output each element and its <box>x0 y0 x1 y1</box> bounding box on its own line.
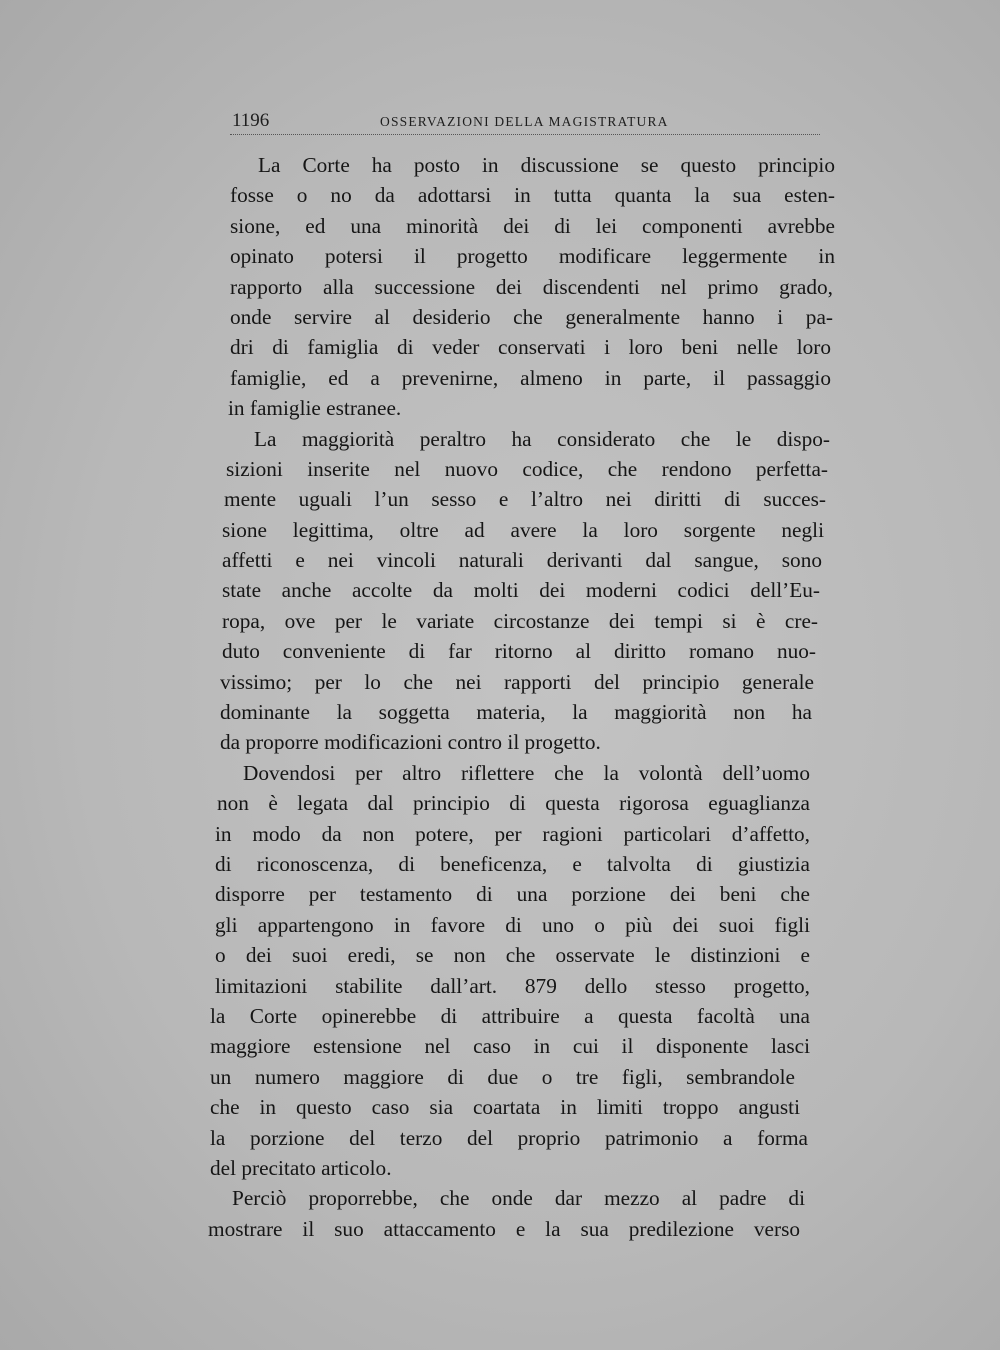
text-line: mente uguali l’un sesso e l’altro nei diritti di succes- <box>224 487 826 512</box>
text-line: Perciò proporrebbe, che onde dar mezzo al padre di <box>232 1186 805 1211</box>
text-line: la porzione del terzo del proprio patrimonio a forma <box>210 1125 808 1150</box>
text-line: la Corte opinerebbe di attribuire a questa facoltà una <box>210 1003 810 1028</box>
text-line: La Corte ha posto in discussione se questo principio <box>258 153 835 177</box>
text-line: che in questo caso sia coartata in limiti troppo angusti <box>210 1095 800 1120</box>
text-line: disporre per testamento di una porzione dei beni che <box>215 882 810 907</box>
text-line: fosse o no da adottarsi in tutta quanta la sua esten- <box>230 183 835 208</box>
text-line: in famiglie estranee. <box>228 396 402 421</box>
text-line: duto conveniente di far ritorno al diritto romano nuo- <box>222 639 816 664</box>
text-line: mostrare il suo attaccamento e la sua predilezione verso <box>208 1216 800 1241</box>
text-line: un numero maggiore di due o tre figli, sembrandole <box>210 1064 795 1089</box>
text-line: dri di famiglia di veder conservati i loro beni nelle loro <box>230 335 831 360</box>
text-line: onde servire al desiderio che generalmente hanno i pa- <box>230 304 833 329</box>
text-line: non è legata dal principio di questa rigorosa eguaglianza <box>217 791 810 816</box>
text-line: o dei suoi eredi, se non che osservate le distinzioni e <box>215 943 810 968</box>
text-line: maggiore estensione nel caso in cui il disponente lasci <box>210 1034 810 1059</box>
running-head: OSSERVAZIONI DELLA MAGISTRATURA <box>380 114 669 129</box>
text-line: limitazioni stabilite dall’art. 879 dello stesso progetto, <box>215 973 810 998</box>
body-text <box>200 150 840 1244</box>
text-line: da proporre modificazioni contro il progetto. <box>220 730 601 755</box>
text-line: affetti e nei vincoli naturali derivanti dal sangue, sono <box>222 548 822 573</box>
text-line: dominante la soggetta materia, la maggiorità non ha <box>220 700 812 725</box>
text-line: La maggiorità peraltro ha considerato che le dispo- <box>254 426 830 451</box>
text-line: sione, ed una minorità dei di lei componenti avrebbe <box>230 213 835 238</box>
page-header <box>230 108 820 135</box>
text-line: vissimo; per lo che nei rapporti del principio generale <box>220 669 814 694</box>
text-line: sizioni inserite nel nuovo codice, che rendono perfetta- <box>226 456 828 481</box>
text-line: gli appartengono in favore di uno o più dei suoi figli <box>215 912 810 937</box>
text-line: di riconoscenza, di beneficenza, e talvolta di giustizia <box>215 851 810 876</box>
text-line: sione legittima, oltre ad avere la loro sorgente negli <box>222 517 824 542</box>
text-line: Dovendosi per altro riflettere che la volontà dell’uomo <box>243 760 810 785</box>
text-line: rapporto alla successione dei discendenti nel primo grado, <box>230 274 833 299</box>
text-line: famiglie, ed a prevenirne, almeno in parte, il passaggio <box>230 365 831 390</box>
text-line: opinato potersi il progetto modificare leggermente in <box>230 244 835 269</box>
text-line: in modo da non potere, per ragioni particolari d’affetto, <box>215 821 810 846</box>
text-line: state anche accolte da molti dei moderni codici dell’Eu- <box>222 578 820 603</box>
page-number: 1196 <box>232 110 270 131</box>
text-line: del precitato articolo. <box>210 1155 392 1180</box>
text-line: ropa, ove per le variate circostanze dei tempi si è cre- <box>222 608 818 633</box>
